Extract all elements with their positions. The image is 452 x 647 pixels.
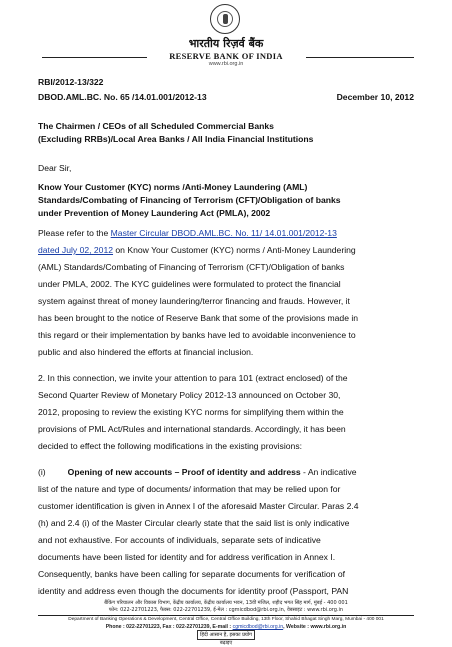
para1-text: on Know Your Customer (KYC) norms / Anti-Money Laundering: [113, 245, 356, 255]
master-circular-link[interactable]: Master Circular DBOD.AML.BC. No. 11/ 14.01.001/2012-13: [110, 228, 337, 238]
footer-english-address: Department of Banking Operations & Development, Central Office, Central Office Building, 13th Floor, Shahid Bhagat Singh Marg, Mumbai - 400 001: [68, 617, 384, 622]
salutation: Dear Sir,: [38, 163, 72, 173]
para1-line-3: (AML) Standards/Combating of Financing of Terrorism (CFT)/Obligation of banks: [38, 262, 345, 272]
para1-line-8: public and also hindered the efforts at financial inclusion.: [38, 347, 254, 357]
master-circular-date-link[interactable]: dated July 02, 2012: [38, 245, 114, 255]
para3-heading: Opening of new accounts – Proof of identity and address: [67, 467, 301, 477]
para3-line-6: documents have been listed for identity and for address verification in Annex I.: [38, 552, 336, 562]
para3-line-2: list of the nature and type of documents/ information that may be relied upon for: [38, 484, 341, 494]
para1-line-7: this regard or their implementation by banks have led to avoidable inconvenience to: [38, 330, 356, 340]
para3-line-3: customer identification is given in Annex I of the aforesaid Master Circular. Paras 2.4: [38, 501, 359, 511]
subject-line-2: Standards/Combating of Financing of Terrorism (CFT)/Obligation of banks: [38, 195, 341, 205]
para1-line-5: system against threat of money laundering/terror financing and frauds. However, it: [38, 296, 350, 306]
subject-line-3: under Prevention of Money Laundering Act (PMLA), 2002: [38, 208, 271, 218]
hindi-motto-box: हिंदी आसान है, इसका प्रयोग बढ़ाइए: [197, 630, 255, 640]
para1-line-4: under PMLA, 2002. The KYC guidelines were formulated to protect the financial: [38, 279, 341, 289]
footer-email-link[interactable]: cgmicdbod@rbi.org.in: [232, 624, 284, 630]
reference-number: RBI/2012-13/322: [38, 77, 104, 87]
circular-date: December 10, 2012: [336, 92, 414, 102]
bank-name-hindi: भारतीय रिज़र्व बैंक: [188, 37, 264, 50]
para2-line-1: 2. In this connection, we invite your attention to para 101 (extract enclosed) of the: [38, 373, 348, 383]
footer-hindi-address: बैंकिंग परिचालन और विकास विभाग, केंद्रीय कार्यालय, केंद्रीय कार्यालय भवन, 13वीं मंजिल, शहीद भगत सिंह मार्ग, मुंबई - 400 001: [104, 600, 348, 606]
para2-line-4: provisions of PML Act/Rules and international standards. Accordingly, it has been: [38, 424, 346, 434]
rbi-emblem-logo: [210, 4, 240, 34]
circular-number: DBOD.AML.BC. No. 65 /14.01.001/2012-13: [38, 92, 207, 102]
para1-line-6: has been brought to the notice of Reserve Bank that some of the provisions made in: [38, 313, 359, 323]
para1-line-2: [38, 245, 356, 255]
para2-line-5: decided to effect the following modifications in the existing provisions:: [38, 441, 303, 451]
addressee-line-2: (Excluding RRBs)/Local Area Banks / All India Financial Institutions: [38, 134, 314, 144]
letterhead-website[interactable]: www.rbi.org.in: [208, 61, 244, 67]
para3-line-1: [38, 467, 357, 477]
footer-contact-text: Phone : 022-22701223, Fax : 022-22701239, E-mail :: [105, 624, 233, 630]
para3-line-5: and not exhaustive. For accounts of individuals, separate sets of indicative: [38, 535, 321, 545]
addressee-line-1: The Chairmen / CEOs of all Scheduled Commercial Banks: [38, 121, 274, 131]
para3-line-7: Consequently, banks have been calling for separate documents for verification of: [38, 569, 346, 579]
para1-text: Please refer to the: [38, 228, 111, 238]
footer-contact-text: , Website :: [283, 624, 311, 630]
subject-line-1: Know Your Customer (KYC) norms /Anti-Money Laundering (AML): [38, 182, 308, 192]
bank-name-english: RESERVE BANK OF INDIA: [169, 51, 283, 61]
para3-text: - An indicative: [300, 467, 357, 477]
para2-line-3: 2012, proposing to review the existing KYC norms for simplifying them within the: [38, 407, 344, 417]
para3-line-8: identity and address even though the documents for identity proof (Passport, PAN: [38, 586, 349, 596]
para2-line-2: Second Quarter Review of Monetary Policy 2012-13 announced on October 30,: [38, 390, 341, 400]
para3-line-4: (h) and 2.4 (i) of the Master Circular clearly state that the said list is only indicative: [38, 518, 350, 528]
para1-line-1: [38, 228, 337, 238]
footer-website-link[interactable]: www.rbi.org.in: [310, 624, 347, 630]
para3-number: (i): [38, 467, 46, 477]
footer-rule: [38, 615, 414, 616]
letterhead-rule-right: [306, 57, 414, 58]
footer-hindi-contact: फोन: 022-22701223, फैक्स: 022-22701239, ई-मेल : cgmicdbod@rbi.org.in, वेबसाइट : www.rbi.org.in: [108, 607, 344, 613]
